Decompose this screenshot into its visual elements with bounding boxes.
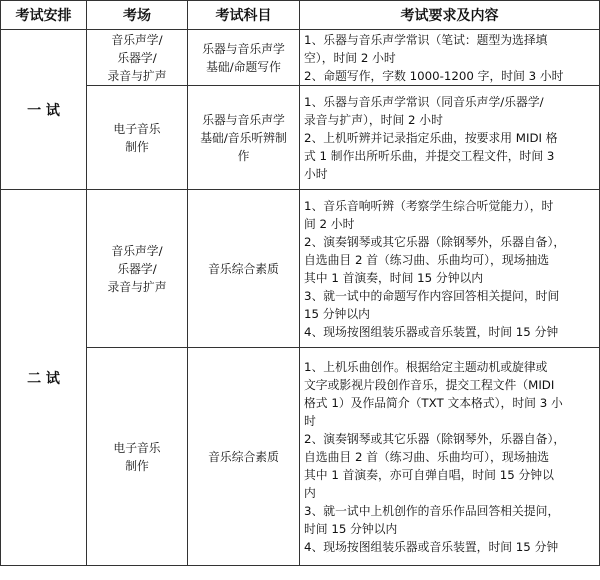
table-row [1,190,600,348]
venue-cell: 音乐声学/ 乐器学/ 录音与扩声 [87,30,188,86]
header-subject: 考试科目 [188,1,300,30]
header-venue: 考场 [87,1,188,30]
table-row [1,348,600,566]
table-row [1,86,600,190]
requirements-cell: 1、乐器与音乐声学常识（笔试：题型为选择填 空），时间 2 小时 2、命题写作，字数 1000-1200 字，时间 3 小时 [300,30,600,86]
round-label: 一 试 [1,30,87,190]
venue-cell: 电子音乐 制作 [87,86,188,190]
header-arrangement: 考试安排 [1,1,87,30]
venue-cell: 电子音乐 制作 [87,348,188,566]
subject-cell: 音乐综合素质 [188,348,300,566]
requirements-cell: 1、乐器与音乐声学常识（同音乐声学/乐器学/ 录音与扩声），时间 2 小时 2、上机听辨并记录指定乐曲，按要求用 MIDI 格 式 1 制作出所听乐曲，并提交工程文件，时间 3 小时 [300,86,600,190]
subject-cell: 乐器与音乐声学 基础/命题写作 [188,30,300,86]
venue-cell: 音乐声学/ 乐器学/ 录音与扩声 [87,190,188,348]
subject-cell: 乐器与音乐声学 基础/音乐听辨制 作 [188,86,300,190]
header-requirements: 考试要求及内容 [300,1,600,30]
round-label: 二 试 [1,190,87,566]
requirements-cell: 1、上机乐曲创作。根据给定主题动机或旋律或 文字或影视片段创作音乐，提交工程文件（MIDI 格式 1）及作品简介（TXT 文本格式），时间 3 小 时 2、演奏钢琴或其它乐器（除钢琴外，乐器自备）， 自选曲目 2 首（练习曲、乐曲均可），现场抽选 其中 1 首演奏，亦可自弹自唱，时间 15 分钟以 内 3、就一试中上机创作的音乐作品回答相关提问， 时间 15 分钟以内 4、现场按图组装乐器或音乐装置，时间 15 分钟 [300,348,600,566]
header-row [1,1,600,30]
table-row [1,30,600,86]
requirements-cell: 1、音乐音响听辨（考察学生综合听觉能力），时 间 2 小时 2、演奏钢琴或其它乐器（除钢琴外，乐器自备）， 自选曲目 2 首（练习曲、乐曲均可），现场抽选 其中 1 首演奏，时间 15 分钟以内 3、就一试中的命题写作内容回答相关提问，时间 15 分钟以内 4、现场按图组装乐器或音乐装置，时间 15 分钟 [300,190,600,348]
subject-cell: 音乐综合素质 [188,190,300,348]
